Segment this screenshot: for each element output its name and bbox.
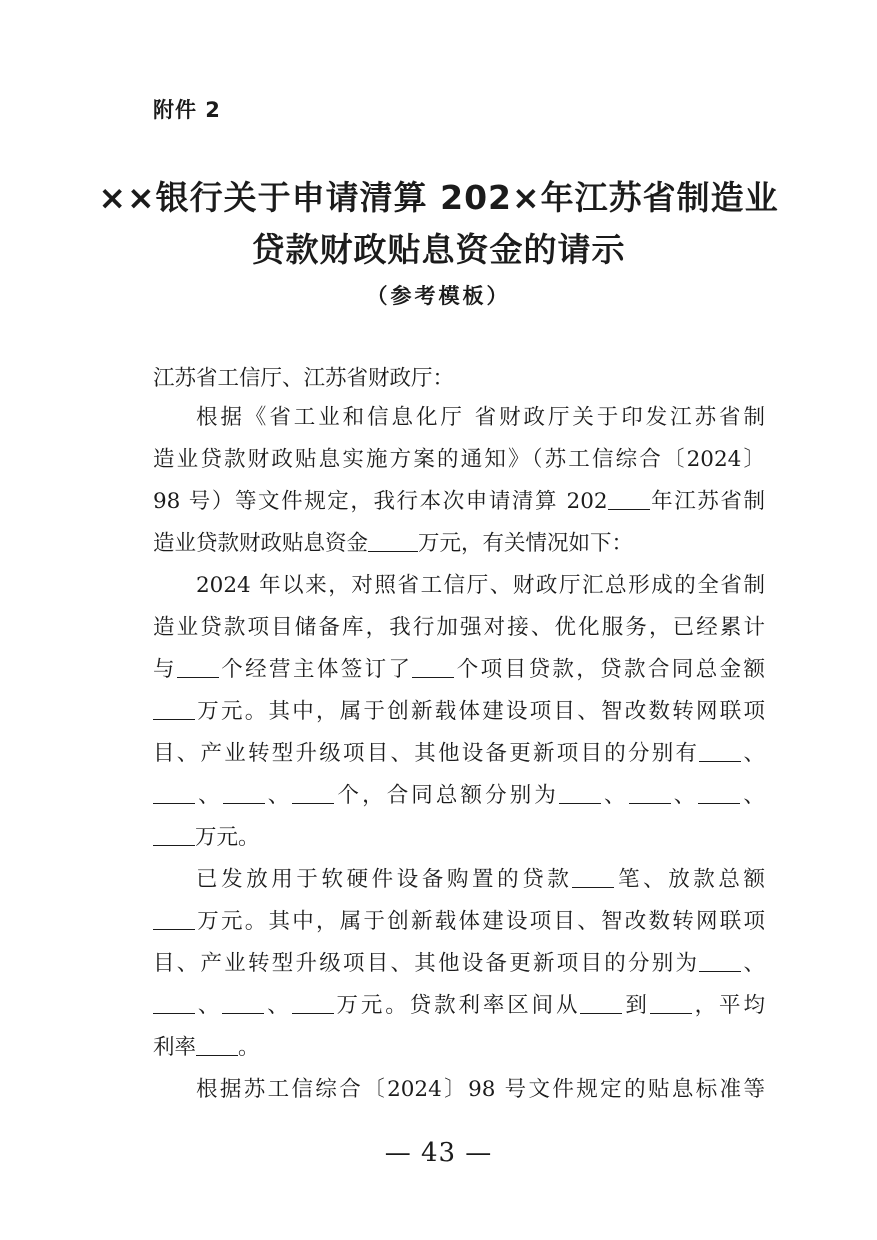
recipient-line: 江苏省工信厅、江苏省财政厅： <box>153 366 455 391</box>
blank-amount[interactable] <box>368 529 418 552</box>
p3-line-5-text-a: 利率 <box>153 1035 197 1060</box>
blank-sum-4[interactable] <box>153 823 195 846</box>
p2-line-4 <box>153 697 765 727</box>
p2-line-3-text-b: 个经营主体签订了 <box>218 657 413 682</box>
blank-rate-high[interactable] <box>650 991 692 1014</box>
blank-disbursed-total[interactable] <box>153 907 195 930</box>
p3-line-3-text-a: 目、产业转型升级项目、其他设备更新项目的分别为 <box>153 951 700 976</box>
blank-average-rate[interactable] <box>196 1033 238 1056</box>
p1-line-4-text-b: 万元，有关情况如下： <box>418 531 634 556</box>
blank-count-1[interactable] <box>699 739 741 762</box>
p2-line-1: 2024 年以来，对照省工信厅、财政厅汇总形成的全省制 <box>196 573 765 598</box>
blank-year[interactable] <box>608 487 650 510</box>
p2-line-6-sep-a: 、 <box>195 783 223 808</box>
p1-line-4 <box>153 529 765 559</box>
attachment-label: 附件 2 <box>153 98 221 122</box>
p2-line-7 <box>153 823 765 853</box>
p3-line-4-text-d: 到 <box>622 993 650 1018</box>
p4-line-1: 根据苏工信综合〔2024〕98 号文件规定的贴息标准等 <box>196 1077 765 1102</box>
p1-line-3-text-b: 年江苏省制 <box>649 489 765 514</box>
p3-line-3-text-b: 、 <box>741 951 765 976</box>
p2-line-3-text-c: 个项目贷款，贷款合同总金额 <box>454 657 765 682</box>
blank-contract-total[interactable] <box>153 697 195 720</box>
blank-sum-1[interactable] <box>559 781 601 804</box>
p2-line-3 <box>153 655 765 685</box>
p2-line-3-text-a: 与 <box>153 657 177 682</box>
blank-sum-2[interactable] <box>629 781 671 804</box>
blank-count-2[interactable] <box>153 781 195 804</box>
p3-line-4-sep-b: 、 <box>264 993 292 1018</box>
p1-line-4-text-a: 造业贷款财政贴息资金 <box>153 531 369 556</box>
p3-line-5 <box>153 1033 765 1063</box>
p2-line-6-sep-d: 、 <box>600 783 629 808</box>
title-line-2: 贷款财政贴息资金的请示 <box>251 230 626 269</box>
blank-projects[interactable] <box>412 655 454 678</box>
p1-line-3 <box>153 487 765 517</box>
blank-disbursed-4[interactable] <box>292 991 334 1014</box>
blank-sum-3[interactable] <box>698 781 740 804</box>
blank-disbursed-2[interactable] <box>153 991 195 1014</box>
blank-loan-count[interactable] <box>572 865 614 888</box>
p3-line-2-text: 万元。其中，属于创新载体建设项目、智改数转网联项 <box>195 909 765 934</box>
p3-line-1-text-a: 已发放用于软硬件设备购置的贷款 <box>196 867 573 892</box>
p3-line-4-text-e: ，平均 <box>691 993 765 1018</box>
p3-line-5-text-b: 。 <box>238 1035 260 1060</box>
blank-entities[interactable] <box>177 655 219 678</box>
p1-line-1: 根据《省工业和信息化厅 省财政厅关于印发江苏省制 <box>196 405 765 430</box>
p1-line-2: 造业贷款财政贴息实施方案的通知》（苏工信综合〔2024〕 <box>153 447 765 472</box>
blank-count-3[interactable] <box>223 781 265 804</box>
p2-line-5-text-a: 目、产业转型升级项目、其他设备更新项目的分别有 <box>153 741 700 766</box>
p2-line-6-sep-b: 、 <box>264 783 293 808</box>
p2-line-2: 造业贷款项目储备库，我行加强对接、优化服务，已经累计 <box>153 615 765 640</box>
subtitle: （参考模板） <box>366 284 511 308</box>
p2-line-5-text-b: 、 <box>741 741 765 766</box>
p3-line-1-text-b: 笔、放款总额 <box>614 867 765 892</box>
p2-line-4-text: 万元。其中，属于创新载体建设项目、智改数转网联项 <box>195 699 765 724</box>
p2-line-6-sep-e: 、 <box>670 783 699 808</box>
page-number: — 43 — <box>384 1138 493 1168</box>
blank-count-4[interactable] <box>292 781 334 804</box>
p3-line-1 <box>196 865 765 895</box>
p3-line-4-text-c: 万元。贷款利率区间从 <box>333 993 581 1018</box>
p3-line-3 <box>153 949 765 979</box>
p3-line-4 <box>153 991 765 1021</box>
blank-rate-low[interactable] <box>580 991 622 1014</box>
blank-disbursed-3[interactable] <box>222 991 264 1014</box>
p3-line-4-sep-a: 、 <box>195 993 223 1018</box>
title-line-1: ××银行关于申请清算 202×年江苏省制造业 <box>98 178 779 217</box>
p2-line-6 <box>153 781 765 811</box>
p2-line-6-sep-f: 、 <box>740 783 765 808</box>
p1-line-3-text-a: 98 号）等文件规定，我行本次申请清算 202 <box>153 489 608 514</box>
p2-line-7-text: 万元。 <box>195 825 260 850</box>
p2-line-5 <box>153 739 765 769</box>
blank-disbursed-1[interactable] <box>699 949 741 972</box>
p2-line-6-text-c: 个，合同总额分别为 <box>334 783 559 808</box>
p3-line-2 <box>153 907 765 937</box>
